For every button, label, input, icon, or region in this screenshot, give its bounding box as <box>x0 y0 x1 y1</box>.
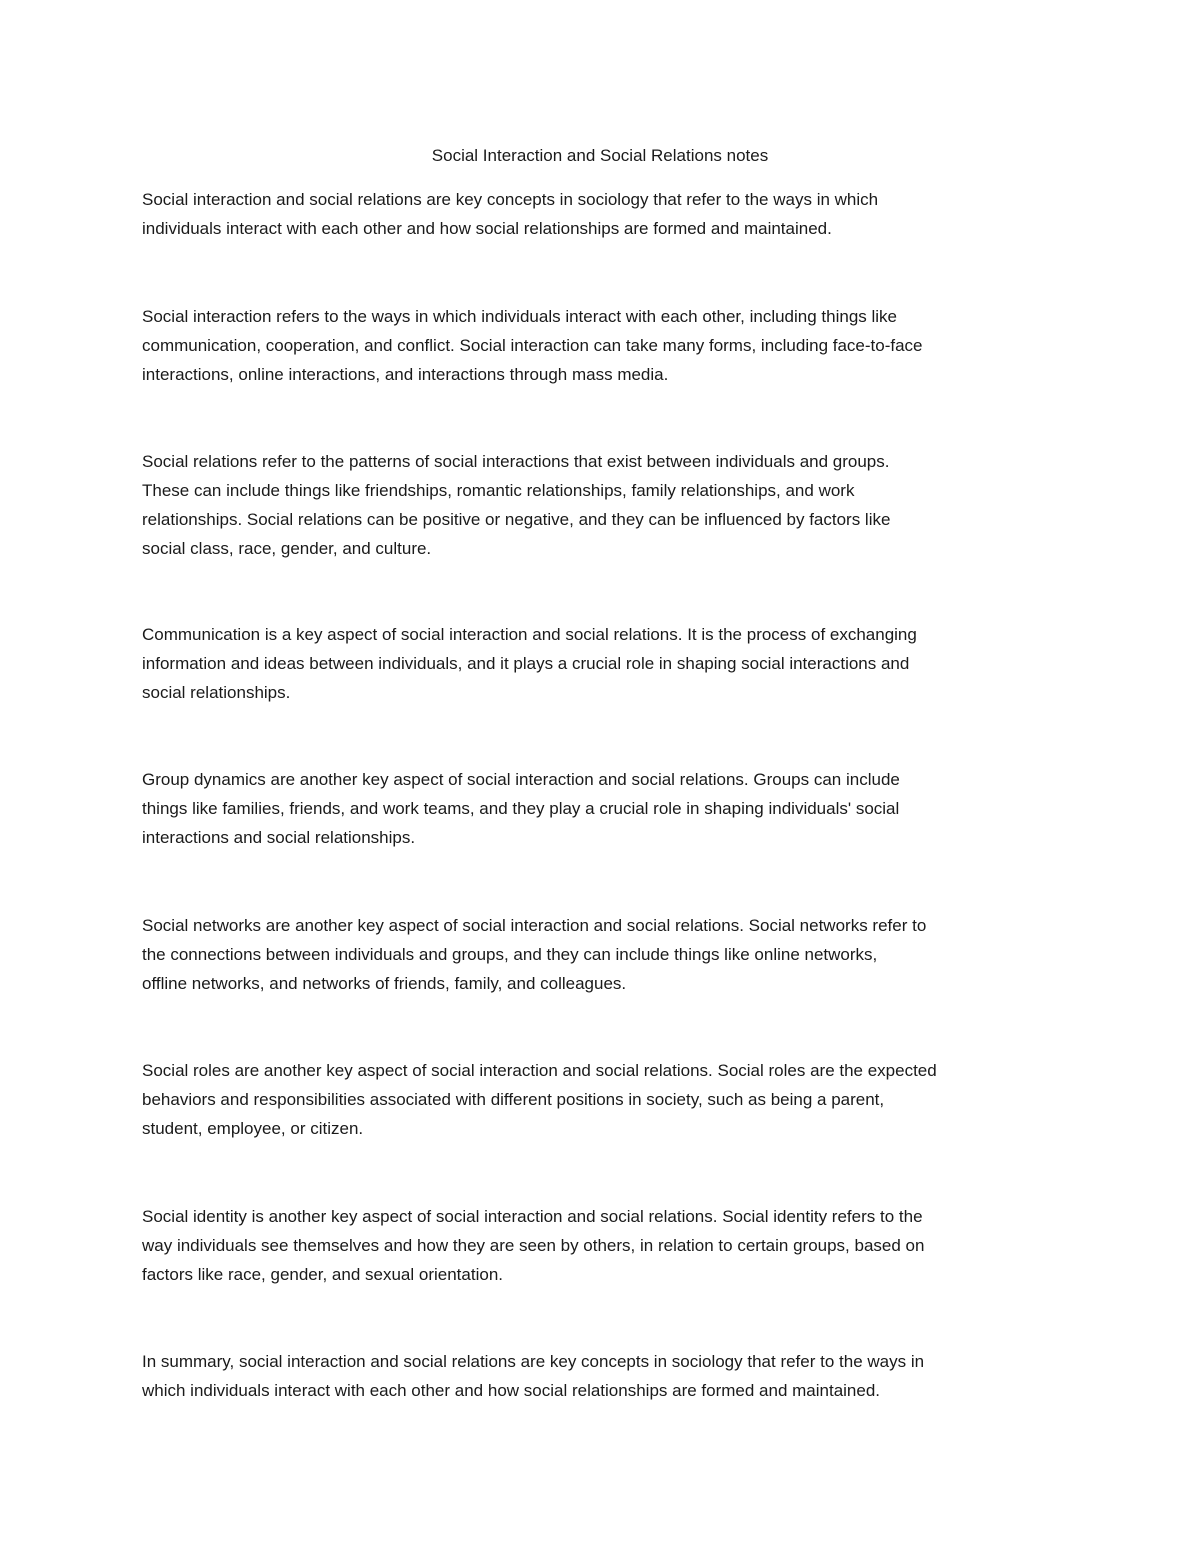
text-line: behaviors and responsibilities associated with different positions in society, such as being a parent, <box>142 1090 885 1109</box>
text-line: These can include things like friendships, romantic relationships, family relationships, and work <box>142 481 855 500</box>
paragraph-social-roles <box>142 1056 1062 1143</box>
text-line: which individuals interact with each other and how social relationships are formed and maintained. <box>142 1381 881 1400</box>
text-line: Social networks are another key aspect of social interaction and social relations. Social networks refer to <box>142 916 927 935</box>
text-line: way individuals see themselves and how they are seen by others, in relation to certain groups, based on <box>142 1236 925 1255</box>
text-line: communication, cooperation, and conflict. Social interaction can take many forms, including face-to-face <box>142 336 923 355</box>
text-line: Social relations refer to the patterns of social interactions that exist between individuals and groups. <box>142 452 890 471</box>
text-line: Group dynamics are another key aspect of social interaction and social relations. Groups can include <box>142 770 900 789</box>
paragraph-social-identity <box>142 1202 1062 1289</box>
text-line: the connections between individuals and groups, and they can include things like online networks, <box>142 945 878 964</box>
text-line: Social roles are another key aspect of social interaction and social relations. Social roles are the expected <box>142 1061 937 1080</box>
text-line: individuals interact with each other and how social relationships are formed and maintained. <box>142 219 832 238</box>
text-line: offline networks, and networks of friends, family, and colleagues. <box>142 974 627 993</box>
text-line: Communication is a key aspect of social interaction and social relations. It is the process of exchanging <box>142 625 917 644</box>
text-line: social class, race, gender, and culture. <box>142 539 432 558</box>
text-line: Social interaction and social relations are key concepts in sociology that refer to the ways in which <box>142 190 879 209</box>
paragraph-social-relations <box>142 447 1062 563</box>
text-line: factors like race, gender, and sexual orientation. <box>142 1265 503 1284</box>
paragraph-summary <box>142 1347 1062 1405</box>
text-line: Social interaction refers to the ways in which individuals interact with each other, including things like <box>142 307 898 326</box>
paragraph-communication <box>142 620 1062 707</box>
text-line: relationships. Social relations can be positive or negative, and they can be influenced by factors like <box>142 510 891 529</box>
paragraph-social-networks <box>142 911 1062 998</box>
text-line: things like families, friends, and work teams, and they play a crucial role in shaping individuals' social <box>142 799 900 818</box>
text-line: social relationships. <box>142 683 291 702</box>
paragraph-group-dynamics <box>142 765 1062 852</box>
text-line: Social identity is another key aspect of social interaction and social relations. Social identity refers to the <box>142 1207 923 1226</box>
document-title: Social Interaction and Social Relations notes <box>431 146 769 165</box>
text-line: interactions and social relationships. <box>142 828 416 847</box>
paragraph-intro <box>142 185 1062 243</box>
text-line: interactions, online interactions, and interactions through mass media. <box>142 365 669 384</box>
text-line: student, employee, or citizen. <box>142 1119 364 1138</box>
text-line: In summary, social interaction and social relations are key concepts in sociology that refer to the ways in <box>142 1352 925 1371</box>
text-line: information and ideas between individuals, and it plays a crucial role in shaping social interactions and <box>142 654 910 673</box>
paragraph-social-interaction <box>142 302 1062 389</box>
